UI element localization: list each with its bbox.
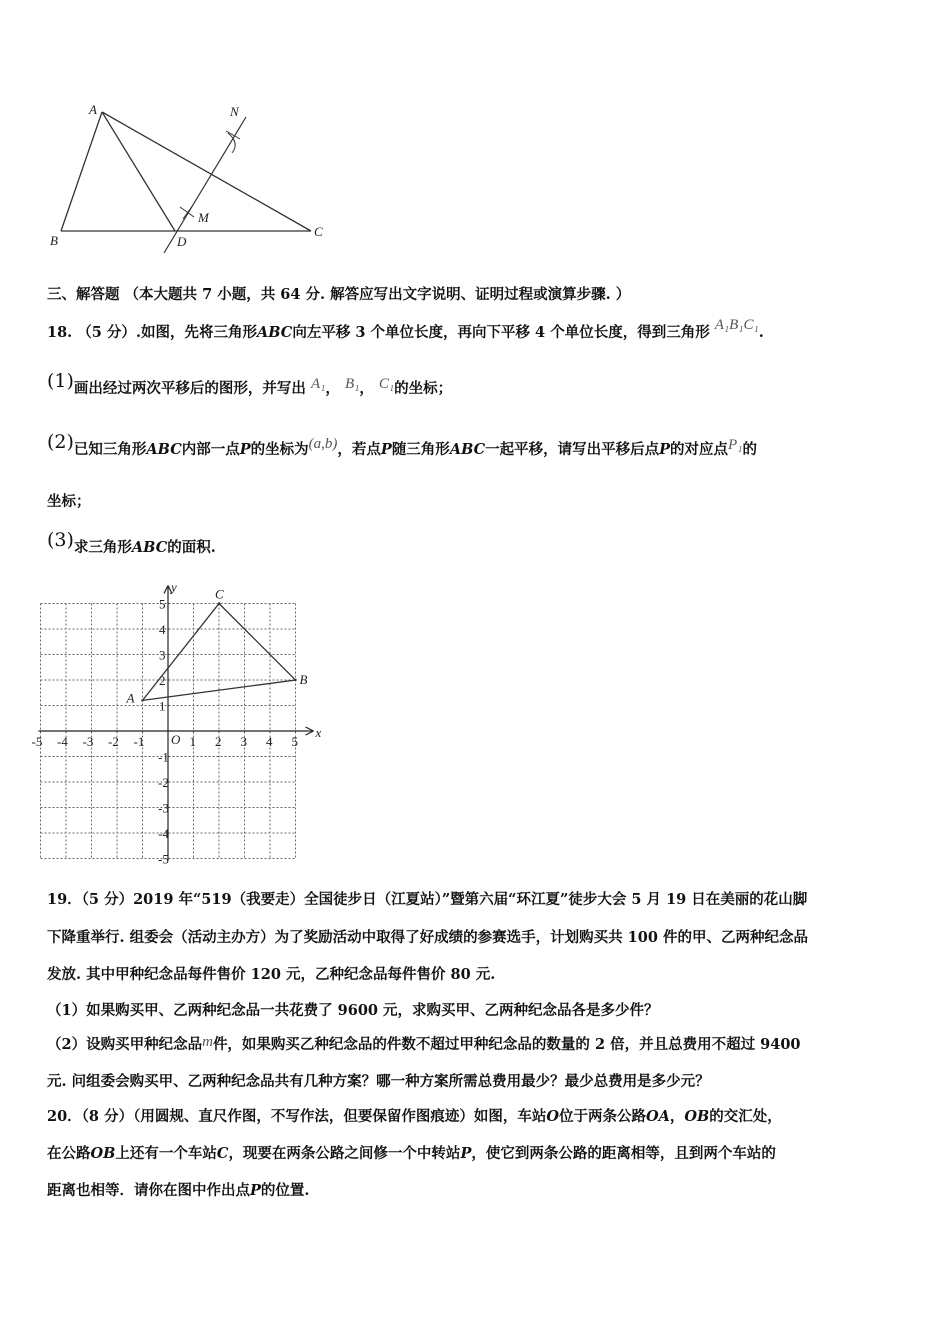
q18-b1: B₁ — [344, 376, 360, 392]
q18-p3-abc: ABC — [131, 539, 168, 556]
q20-p: P — [460, 1145, 472, 1162]
segment-ad — [102, 112, 175, 231]
q20-line1-a: 20．（8 分）（用圆规、直尺作图，不写作法，但要保留作图痕迹）如图，车站 — [47, 1108, 547, 1125]
y-tick-label: 4 — [159, 622, 166, 637]
y-tick-label: -3 — [158, 800, 169, 816]
origin-label: O — [171, 732, 181, 747]
q20-line3 — [47, 1181, 309, 1201]
x-tick-label: -4 — [57, 734, 68, 749]
q18-p2-abc2: ABC — [449, 441, 486, 458]
x-tick-label: -2 — [108, 734, 119, 749]
q20-p2: P — [250, 1182, 261, 1199]
q18-p2-text-c: 的坐标为 — [250, 441, 309, 458]
y-tick-label: -1 — [158, 749, 169, 765]
q20-oa: OA — [645, 1108, 670, 1125]
q18-c1: C₁ — [378, 376, 395, 392]
q18-p2-num: (2) — [47, 431, 74, 453]
q19-sub1: （1）如果购买甲、乙两种纪念品一共花费了 9600 元，求购买甲、乙两种纪念品各是多少件？ — [47, 1002, 659, 1019]
point-label-b: B — [299, 672, 308, 687]
q18-p3-num: (3) — [47, 529, 74, 551]
q18-ab: (a,b) — [308, 436, 338, 452]
q20-line2-d: ，使它到两条公路的距离相等，且到两个车站的 — [471, 1145, 776, 1162]
q18-part2-line2: 坐标； — [47, 493, 91, 510]
y-tick-label: 2 — [159, 673, 166, 688]
point-label-a: A — [126, 690, 135, 706]
y-tick-label: 1 — [159, 698, 166, 714]
q18-p2-text-f: 一起平移，请写出平移后点 — [485, 441, 660, 458]
q18-p1-text-b: 的坐标； — [394, 380, 453, 397]
q18-p2-abc: ABC — [146, 441, 182, 458]
label-b: B — [50, 233, 58, 248]
x-tick-label: -5 — [31, 734, 43, 749]
point-a — [141, 699, 143, 701]
q18-part2 — [47, 431, 757, 460]
line-mn — [164, 117, 246, 253]
q18-p1-text-a: 画出经过两次平移后的图形，并写出 — [73, 380, 306, 397]
q20-line1-d: 的交汇处， — [709, 1108, 782, 1125]
q20-line2-a: 在公路 — [47, 1145, 91, 1162]
q18-a1b1c1: A₁B₁C₁ — [714, 317, 759, 333]
y-tick-label: 5 — [159, 596, 166, 612]
label-c: C — [314, 224, 323, 239]
label-a: A — [89, 102, 97, 117]
segment-ab — [61, 112, 102, 231]
x-tick-label: 4 — [266, 734, 273, 749]
q19-line1: 19．（5 分）2019 年“519（我要走）全国徒步日（江夏站）”暨第六届“环江夏”徒步大会 5 月 19 日在美丽的花山脚 — [47, 891, 808, 908]
q18-comma2: ， — [359, 380, 374, 397]
triangle-figure — [40, 95, 340, 255]
q20-line2-b: 上还有一个车站 — [115, 1145, 217, 1162]
x-axis-label: x — [315, 725, 322, 740]
q18-p3-text-a: 求三角形 — [73, 539, 132, 556]
y-tick-label: -4 — [158, 826, 169, 841]
label-d: D — [177, 234, 187, 249]
q18-p-letter: P — [239, 441, 251, 458]
q18-p3-text-b: 的面积. — [167, 539, 216, 556]
x-tick-label: 1 — [189, 734, 196, 749]
q18-part1 — [47, 370, 453, 399]
q20-ob2: OB — [90, 1145, 116, 1162]
y-tick-label: -2 — [158, 775, 169, 790]
point-c — [218, 602, 220, 604]
label-m: M — [198, 210, 209, 225]
q18-a1: A₁ — [310, 376, 326, 392]
q18-p2-text-d: ，若点 — [337, 441, 381, 458]
q18-stem-b: 向左平移 3 个单位长度，再向下平移 4 个单位长度，得到三角形 — [292, 324, 710, 341]
q18-comma1: ， — [325, 380, 340, 397]
cross-m-2 — [183, 205, 193, 219]
q18-abc: ABC — [257, 324, 293, 341]
q20-line3-a: 距离也相等．请你在图中作出点 — [47, 1182, 250, 1199]
q20-line2-c: ，现要在两条公路之间修一个中转站 — [228, 1145, 461, 1162]
q19-sub2-a: （2）设购买甲种纪念品 — [47, 1036, 203, 1053]
x-tick-label: -1 — [133, 734, 145, 749]
q20-ob: OB — [684, 1108, 710, 1125]
x-tick-label: 3 — [240, 734, 247, 749]
coordinate-grid-chart — [31, 575, 340, 867]
q18-p2-text-h: 的 — [742, 441, 757, 458]
q20-line1 — [47, 1107, 782, 1127]
q19-m: m — [202, 1034, 213, 1050]
y-tick-label: 3 — [159, 647, 166, 663]
q18-p-letter3: P — [659, 441, 671, 458]
q20-o: O — [546, 1108, 559, 1125]
x-tick-label: 2 — [215, 734, 222, 749]
q18-p-letter2: P — [380, 441, 392, 458]
q18-p1-point: P₁ — [728, 437, 743, 453]
label-n: N — [230, 104, 239, 119]
q18-number: 18. — [47, 324, 73, 341]
q18-p2-text-g: 的对应点 — [670, 441, 729, 458]
q20-c: C — [216, 1145, 229, 1162]
q18-stem — [47, 317, 764, 343]
q20-line1-b: 位于两条公路 — [558, 1108, 646, 1125]
section-heading: 三、解答题 （本大题共 7 小题，共 64 分. 解答应写出文字说明、证明过程或演算步骤. ） — [47, 286, 631, 303]
q18-p2-text-b: 内部一点 — [181, 441, 240, 458]
q18-p2-text-e: 随三角形 — [391, 441, 450, 458]
point-label-c: C — [215, 586, 224, 602]
q19-line3: 发放. 其中甲种纪念品每件售价 120 元，乙种纪念品每件售价 80 元. — [47, 966, 496, 983]
q19-sub2 — [47, 1035, 801, 1055]
x-tick-label: -3 — [82, 734, 94, 749]
q18-p1-num: (1) — [47, 370, 74, 392]
q18-score: （5 分） — [77, 324, 136, 341]
q18-p2-text-a: 已知三角形 — [73, 441, 147, 458]
q19-sub2-line2: 元. 问组委会购买甲、乙两种纪念品共有几种方案？哪一种方案所需总费用最少？最少总费用是多少元？ — [47, 1073, 710, 1090]
q18-part3 — [47, 529, 216, 558]
q19-sub2-b: 件，如果购买乙种纪念品的件数不超过甲种纪念品的数量的 2 倍，并且总费用不超过 9400 — [212, 1036, 801, 1053]
q18-stem-end: . — [758, 324, 764, 341]
point-b — [294, 679, 296, 681]
q19-line2: 下降重举行. 组委会（活动主办方）为了奖励活动中取得了好成绩的参赛选手，计划购买共 100 件的甲、乙两种纪念品 — [47, 929, 808, 946]
q18-stem-a: .如图，先将三角形 — [135, 324, 257, 341]
x-tick-label: 5 — [291, 734, 298, 749]
q20-line3-b: 的位置. — [260, 1182, 310, 1199]
y-tick-label: -5 — [158, 851, 169, 867]
y-axis-label: y — [171, 579, 177, 595]
q20-line2 — [47, 1144, 776, 1164]
q20-line1-c: ， — [669, 1108, 685, 1125]
